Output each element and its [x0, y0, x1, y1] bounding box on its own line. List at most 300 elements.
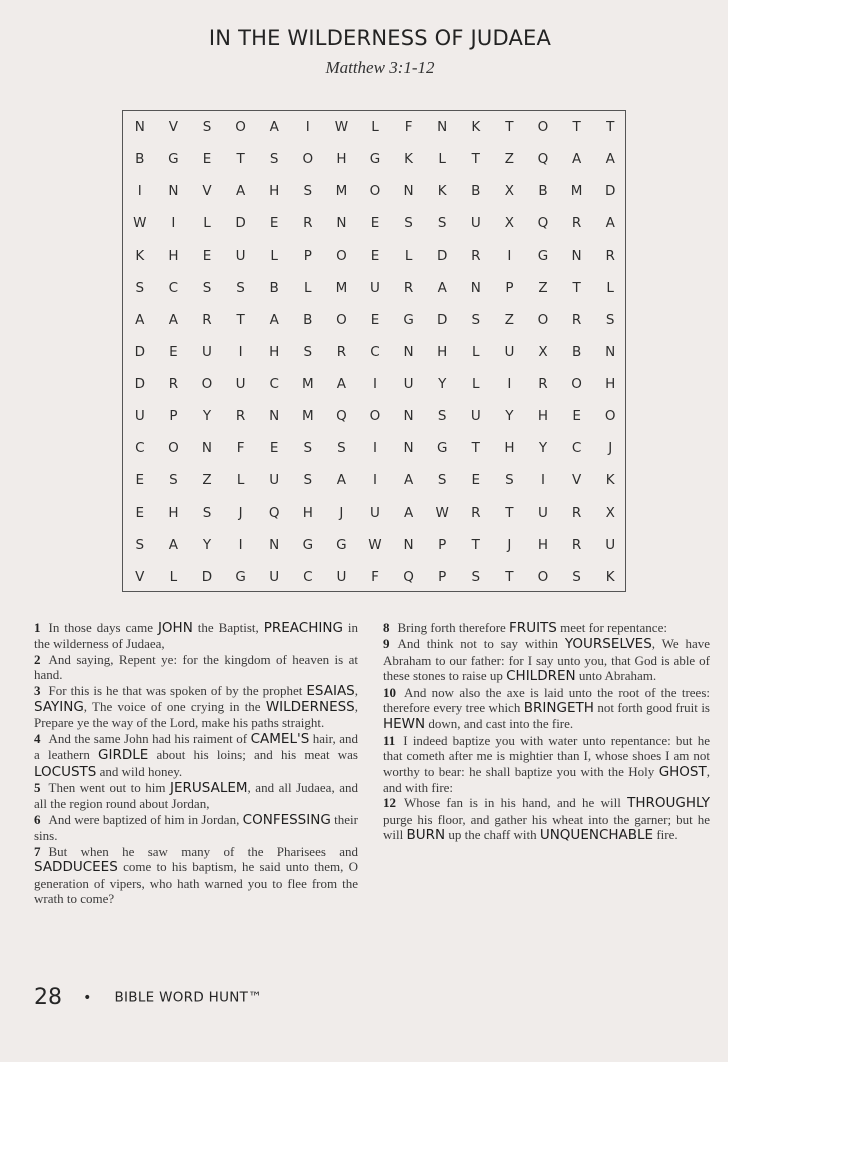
page-number: 28	[34, 985, 62, 1010]
grid-letter: V	[168, 119, 179, 135]
grid-letter: A	[336, 472, 347, 489]
grid-letter: T	[572, 119, 581, 135]
verse-number: 12	[383, 795, 396, 811]
grid-letter: R	[303, 215, 313, 232]
grid-letter: O	[537, 568, 549, 585]
grid-letter: G	[235, 568, 246, 585]
hidden-word: CAMEL'S	[250, 730, 310, 747]
grid-letter: W	[334, 119, 349, 135]
hidden-word: UNQUENCHABLE	[539, 827, 654, 844]
grid-letter: R	[168, 376, 179, 393]
grid-letter: H	[168, 247, 179, 264]
word-search-grid	[122, 110, 626, 592]
grid-letter: W	[133, 215, 147, 232]
grid-letter: N	[201, 440, 213, 457]
grid-letter: L	[236, 472, 245, 489]
grid-letter: I	[305, 119, 310, 135]
grid-letter: I	[540, 472, 545, 489]
verse-text: In those days came	[48, 620, 158, 635]
grid-letter: T	[236, 311, 245, 328]
grid-letter: S	[303, 472, 313, 489]
grid-letter: U	[504, 343, 515, 360]
grid-letter: S	[236, 279, 245, 296]
verse-text: And the same John had his raiment of	[48, 730, 251, 746]
grid-letter: I	[137, 183, 142, 200]
verse-text: their sins.	[34, 811, 358, 844]
grid-letter: B	[135, 151, 145, 168]
grid-letter: P	[438, 568, 447, 585]
grid-letter: S	[437, 215, 447, 232]
grid-letter: R	[538, 376, 548, 393]
verse-text: , Prepare ye the way of the Lord, make his paths straight.	[34, 699, 358, 731]
verse-text: And now also the axe is laid unto the root of the trees: therefore every tree which	[383, 684, 710, 716]
grid-letter: I	[171, 215, 176, 232]
grid-letter: R	[571, 504, 582, 521]
grid-letter: Z	[202, 472, 212, 489]
grid-letter: A	[269, 119, 279, 135]
grid-letter: O	[537, 311, 549, 328]
grid-letter: S	[202, 504, 212, 521]
grid-letter: F	[236, 440, 245, 457]
grid-letter: H	[302, 504, 313, 521]
verse	[34, 683, 358, 731]
grid-letter: M	[335, 183, 348, 200]
grid-letter: S	[202, 279, 212, 296]
grid-letter: Q	[268, 504, 280, 521]
book-title: BIBLE WORD HUNT™	[114, 989, 263, 1006]
grid-letter: B	[571, 343, 582, 360]
grid-letter: A	[168, 311, 179, 328]
grid-letter: C	[269, 376, 279, 393]
grid-letter: R	[202, 311, 212, 328]
grid-letter: S	[135, 279, 145, 296]
grid-letter: Y	[438, 376, 447, 393]
grid-letter: M	[301, 376, 314, 393]
grid-letter: E	[370, 311, 380, 328]
grid-letter: N	[403, 343, 414, 360]
grid-letter: N	[403, 536, 414, 553]
grid-letter: N	[269, 408, 280, 425]
grid-letter: D	[201, 568, 213, 585]
hidden-word: YOURSELVES	[564, 636, 652, 653]
grid-letter: C	[571, 440, 582, 457]
grid-letter: O	[336, 311, 347, 328]
grid-letter: X	[504, 183, 515, 200]
grid-letter: D	[436, 311, 448, 328]
grid-letter: T	[471, 536, 480, 553]
grid-letter: I	[507, 376, 512, 393]
grid-letter: V	[135, 568, 145, 585]
grid-letter: O	[369, 183, 381, 200]
grid-letter: N	[605, 343, 616, 360]
verse-text: , We have Abraham to our father: for I say unto you, that God is able of these stones to raise up	[383, 636, 711, 684]
grid-letter: S	[269, 151, 279, 168]
grid-letter: G	[369, 151, 381, 168]
grid-letter: U	[605, 536, 616, 553]
hidden-word: FRUITS	[509, 620, 557, 636]
grid-letter: Z	[504, 311, 515, 328]
grid-letter: R	[571, 311, 582, 328]
verse	[383, 620, 710, 636]
grid-letter: A	[571, 151, 582, 168]
grid-letter: S	[605, 311, 615, 328]
hidden-word: GHOST	[658, 763, 707, 780]
grid-letter: G	[302, 536, 314, 553]
grid-letter: S	[202, 119, 212, 135]
scripture-reference: Matthew 3:1-12	[325, 58, 435, 77]
grid-letter: L	[304, 279, 312, 296]
grid-letter: N	[134, 119, 145, 135]
grid-letter: A	[269, 311, 279, 328]
grid-letter: U	[538, 504, 548, 521]
grid-letter: E	[202, 151, 212, 168]
grid-letter: I	[372, 376, 377, 393]
grid-letter: E	[572, 408, 581, 425]
grid-letter: S	[505, 472, 514, 489]
grid-letter: S	[471, 568, 481, 585]
grid-letter: U	[403, 376, 414, 393]
grid-letter: H	[437, 343, 448, 360]
grid-letter: T	[471, 440, 480, 457]
verse-text: not forth good fruit is	[593, 700, 710, 716]
grid-letter: O	[369, 408, 381, 425]
grid-letter: B	[269, 279, 279, 296]
verse-text: And were baptized of him in Jordan,	[48, 811, 243, 827]
hidden-word: HEWN	[383, 716, 426, 733]
grid-letter: Y	[505, 408, 514, 425]
grid-letter: T	[606, 119, 615, 135]
grid-letter: H	[269, 183, 280, 200]
grid-letter: L	[169, 568, 178, 585]
grid-letter: A	[403, 504, 414, 521]
grid-letter: W	[435, 504, 449, 521]
grid-letter: S	[437, 408, 447, 425]
grid-letter: Y	[202, 536, 212, 553]
grid-letter: D	[134, 376, 145, 393]
grid-letter: C	[168, 279, 179, 296]
grid-letter: X	[605, 504, 615, 521]
footer-bullet: •	[83, 989, 92, 1006]
verse-number: 3	[34, 682, 41, 698]
verse-text: purge his floor, and gather his wheat into the garner; but he will	[383, 811, 710, 843]
verse-text: about his loins; and his meat was	[148, 747, 358, 763]
grid-letter: I	[372, 440, 377, 457]
grid-letter: B	[303, 311, 313, 328]
grid-letter: Q	[336, 408, 347, 425]
grid-letter: J	[238, 504, 243, 521]
grid-letter: S	[471, 311, 481, 328]
verse-number: 4	[34, 730, 41, 746]
grid-letter: E	[269, 215, 279, 232]
grid-letter: H	[336, 151, 347, 168]
grid-letter: S	[169, 472, 178, 489]
grid-letter: A	[336, 376, 347, 393]
grid-letter: N	[403, 440, 414, 457]
grid-letter: E	[269, 440, 279, 457]
verse-text: and wild honey.	[96, 763, 183, 779]
grid-letter: G	[168, 151, 179, 168]
grid-letter: R	[471, 504, 481, 521]
grid-letter: X	[504, 215, 515, 232]
grid-letter: G	[403, 311, 414, 328]
hidden-word: ESAIAS	[306, 682, 355, 699]
hidden-word: PREACHING	[263, 620, 343, 636]
verse	[34, 731, 358, 780]
grid-letter: P	[438, 536, 447, 553]
verse-number: 10	[383, 684, 396, 700]
grid-letter: E	[471, 472, 481, 489]
grid-letter: M	[570, 183, 583, 200]
verse-text: meet for repentance:	[556, 620, 667, 635]
grid-letter: S	[337, 440, 346, 457]
grid-letter: H	[605, 376, 616, 393]
grid-letter: J	[507, 536, 512, 553]
grid-letter: G	[537, 247, 549, 264]
grid-letter: C	[370, 343, 380, 360]
grid-letter: K	[605, 568, 615, 585]
grid-letter: H	[537, 408, 549, 425]
hidden-word: CONFESSING	[242, 811, 331, 828]
grid-letter: Z	[538, 279, 548, 296]
grid-letter: U	[470, 215, 481, 232]
grid-letter: I	[372, 472, 377, 489]
grid-letter: U	[202, 343, 212, 360]
grid-letter: T	[505, 568, 514, 585]
grid-letter: N	[571, 247, 582, 264]
grid-letter: U	[269, 472, 280, 489]
grid-letter: L	[438, 151, 446, 168]
verse-text: fire.	[653, 827, 678, 843]
grid-letter: N	[269, 536, 280, 553]
verse	[34, 780, 358, 812]
verse-text: come to his baptism, he said unto them, O generation of vipers, who hath warned you to flee from the wrath to come?	[34, 859, 358, 906]
hidden-word: THROUGHLY	[627, 795, 710, 812]
grid-letter: Q	[537, 215, 549, 232]
hidden-word: WILDERNESS	[265, 699, 355, 716]
grid-letter: U	[235, 376, 246, 393]
grid-letter: D	[436, 247, 448, 264]
hidden-word: BURN	[406, 827, 446, 844]
grid-letter: E	[135, 472, 145, 489]
grid-letter: E	[370, 247, 380, 264]
grid-letter: S	[437, 472, 447, 489]
grid-letter: O	[235, 119, 246, 135]
grid-letter: X	[538, 343, 548, 360]
verse-number: 8	[383, 620, 390, 635]
page-title: IN THE WILDERNESS OF JUDAEA	[208, 26, 552, 50]
grid-letter: V	[202, 183, 212, 200]
grid-letter: A	[403, 472, 414, 489]
grid-letter: P	[169, 408, 178, 425]
grid-letter: H	[269, 343, 280, 360]
grid-letter: L	[472, 343, 480, 360]
verse-text: ,	[354, 682, 358, 698]
verse-text: down, and cast into the fire.	[425, 716, 574, 732]
grid-letter: D	[235, 215, 246, 232]
grid-letter: O	[302, 151, 314, 168]
grid-letter: H	[537, 536, 549, 553]
grid-letter: A	[605, 215, 615, 232]
verse-text: Whose fan is in his hand, and he will	[404, 795, 628, 811]
grid-letter: L	[203, 215, 211, 232]
grid-letter: L	[270, 247, 278, 264]
grid-letter: P	[303, 247, 312, 264]
grid-letter: O	[537, 119, 549, 135]
grid-letter: U	[470, 408, 481, 425]
verses-column-left	[34, 620, 358, 906]
verse-text: , and all Judaea, and all the region round about Jordan,	[34, 780, 358, 812]
grid-letter: T	[236, 151, 245, 168]
grid-letter: A	[605, 151, 615, 168]
grid-letter: R	[235, 408, 246, 425]
verse-number: 2	[34, 651, 41, 667]
grid-letter: K	[437, 183, 447, 200]
grid-letter: E	[202, 247, 212, 264]
grid-letter: V	[571, 472, 582, 489]
grid-letter: N	[168, 183, 179, 200]
grid-letter: H	[504, 440, 515, 457]
grid-letter: E	[370, 215, 380, 232]
grid-letter: J	[608, 440, 613, 457]
verse-number: 7	[34, 843, 41, 859]
grid-letter: R	[471, 247, 481, 264]
grid-letter: O	[201, 376, 213, 393]
grid-letter: K	[404, 151, 414, 168]
grid-letter: J	[339, 504, 344, 521]
grid-letter: E	[135, 504, 145, 521]
verse-number: 9	[383, 636, 390, 652]
grid-letter: M	[301, 408, 314, 425]
verse	[34, 812, 358, 844]
grid-letter: Y	[538, 440, 548, 457]
verse-text: hair, and a leathern	[34, 730, 359, 763]
grid-letter: S	[303, 440, 313, 457]
grid-letter: R	[403, 279, 414, 296]
grid-letter: U	[336, 568, 347, 585]
verse	[34, 620, 358, 652]
verse-text: , The voice of one crying in the	[83, 699, 266, 715]
hidden-word: LOCUSTS	[34, 763, 97, 780]
grid-letter: K	[605, 472, 615, 489]
grid-letter: U	[235, 247, 246, 264]
grid-letter: P	[505, 279, 514, 296]
hidden-word: SAYING	[34, 699, 84, 716]
verse	[383, 636, 710, 684]
verse	[383, 795, 710, 843]
grid-letter: S	[572, 568, 581, 585]
grid-letter: Y	[202, 408, 212, 425]
grid-letter: N	[403, 183, 414, 200]
grid-letter: S	[303, 183, 313, 200]
verse-text: But when he saw many of the Pharisees and	[48, 843, 358, 859]
verse	[34, 844, 358, 907]
grid-letter: A	[437, 279, 447, 296]
hidden-word: SADDUCEES	[34, 859, 118, 876]
verse-text: in the wilderness of Judaea,	[34, 620, 358, 652]
grid-letter: D	[604, 183, 616, 200]
grid-letter: R	[336, 343, 347, 360]
grid-letter: T	[505, 504, 514, 521]
verse	[383, 685, 710, 733]
grid-letter: B	[538, 183, 548, 200]
grid-letter: O	[571, 376, 582, 393]
grid-letter: L	[606, 279, 614, 296]
grid-letter: B	[471, 183, 481, 200]
grid-letter: I	[238, 343, 243, 360]
grid-letter: R	[605, 247, 615, 264]
grid-letter: G	[436, 440, 448, 457]
grid-letter: M	[335, 279, 348, 296]
grid-letter: N	[437, 119, 448, 135]
grid-letter: O	[168, 440, 179, 457]
verse-text: Then went out to him	[48, 780, 170, 796]
verse-text: up the chaff with	[445, 827, 540, 843]
grid-letter: K	[135, 247, 145, 264]
grid-letter: E	[169, 343, 178, 360]
verse-number: 1	[34, 620, 41, 635]
grid-letter: N	[470, 279, 481, 296]
page-footer	[34, 985, 262, 1010]
grid-letter: S	[303, 343, 313, 360]
verse-number: 11	[383, 732, 396, 748]
grid-letter: I	[238, 536, 243, 553]
grid-letter: Q	[537, 151, 549, 168]
grid-letter: Z	[504, 151, 515, 168]
grid-letter: I	[507, 247, 512, 264]
verses-column-right	[383, 620, 710, 844]
hidden-word: JOHN	[157, 620, 193, 636]
grid-letter: A	[235, 183, 246, 200]
grid-letter: H	[168, 504, 179, 521]
grid-letter: Q	[403, 568, 414, 585]
grid-letter: T	[505, 119, 514, 135]
grid-letter: A	[168, 536, 179, 553]
grid-letter: O	[336, 247, 347, 264]
grid-letter: A	[135, 311, 145, 328]
grid-letter: C	[135, 440, 145, 457]
verse-text: the Baptist,	[192, 620, 264, 635]
hidden-word: GIRDLE	[98, 747, 149, 764]
verse-text: And think not to say within	[397, 636, 565, 652]
grid-letter: D	[134, 343, 145, 360]
verse	[34, 652, 358, 683]
verse-text: I indeed baptize you with water unto repentance: but he that cometh after me is mightier than I, whose shoes I am not worthy to bear: he shall baptize you with the Holy	[383, 732, 710, 779]
grid-letter: C	[303, 568, 313, 585]
grid-letter: O	[604, 408, 616, 425]
grid-letter: L	[404, 247, 413, 264]
verse-number: 6	[34, 811, 41, 827]
grid-letter: S	[135, 536, 145, 553]
verse-text: , and with fire:	[383, 763, 710, 796]
grid-letter: R	[571, 536, 582, 553]
grid-letter: K	[471, 119, 481, 135]
grid-letter: T	[572, 279, 581, 296]
grid-letter: F	[371, 568, 379, 585]
hidden-word: CHILDREN	[506, 668, 576, 685]
grid-letter: W	[368, 536, 382, 553]
verse	[383, 733, 710, 796]
verse-text: Bring forth therefore	[397, 620, 510, 635]
grid-letter: G	[336, 536, 347, 553]
hidden-word: JERUSALEM	[170, 780, 248, 797]
grid-letter: N	[336, 215, 347, 232]
hidden-word: BRINGETH	[523, 700, 594, 717]
grid-letter: S	[404, 215, 413, 232]
grid-letter: N	[403, 408, 414, 425]
grid-letter: R	[571, 215, 582, 232]
grid-letter: L	[371, 119, 379, 135]
grid-letter: U	[370, 504, 380, 521]
